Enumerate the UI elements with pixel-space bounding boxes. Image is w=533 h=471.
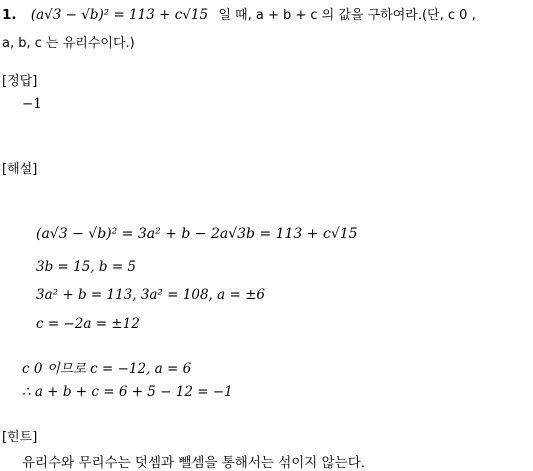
- problem-number: 1.: [2, 7, 17, 23]
- problem-expression: (a√3 − √b)² = 113 + c√15: [30, 7, 209, 23]
- solution-line-2: 3b = 15, b = 5: [36, 259, 137, 275]
- hint-text: 유리수와 무리수는 덧셈과 뺄셈을 통해서는 섞이지 않는다.: [22, 455, 366, 471]
- problem-line2: a, b, c 는 유리수이다.): [2, 36, 135, 51]
- hint-label: [힌트]: [2, 430, 38, 445]
- answer-value: −1: [22, 96, 42, 112]
- solution-line-6: ∴ a + b + c = 6 + 5 − 12 = −1: [22, 384, 233, 400]
- solution-line-1: (a√3 − √b)² = 3a² + b − 2a√3b = 113 + c√15: [36, 226, 358, 242]
- solution-line-4: c = −2a = ±12: [36, 316, 140, 332]
- problem-condition: 일 때, a + b + c 의 값을 구하여라.(단, c 0 ,: [218, 8, 476, 23]
- solution-label: [해설]: [2, 162, 38, 177]
- solution-line-5: c 0 이므로 c = −12, a = 6: [22, 361, 192, 377]
- problem-statement: [2, 4, 476, 23]
- solution-line-3: 3a² + b = 113, 3a² = 108, a = ±6: [36, 287, 265, 303]
- answer-label: [정답]: [2, 74, 38, 89]
